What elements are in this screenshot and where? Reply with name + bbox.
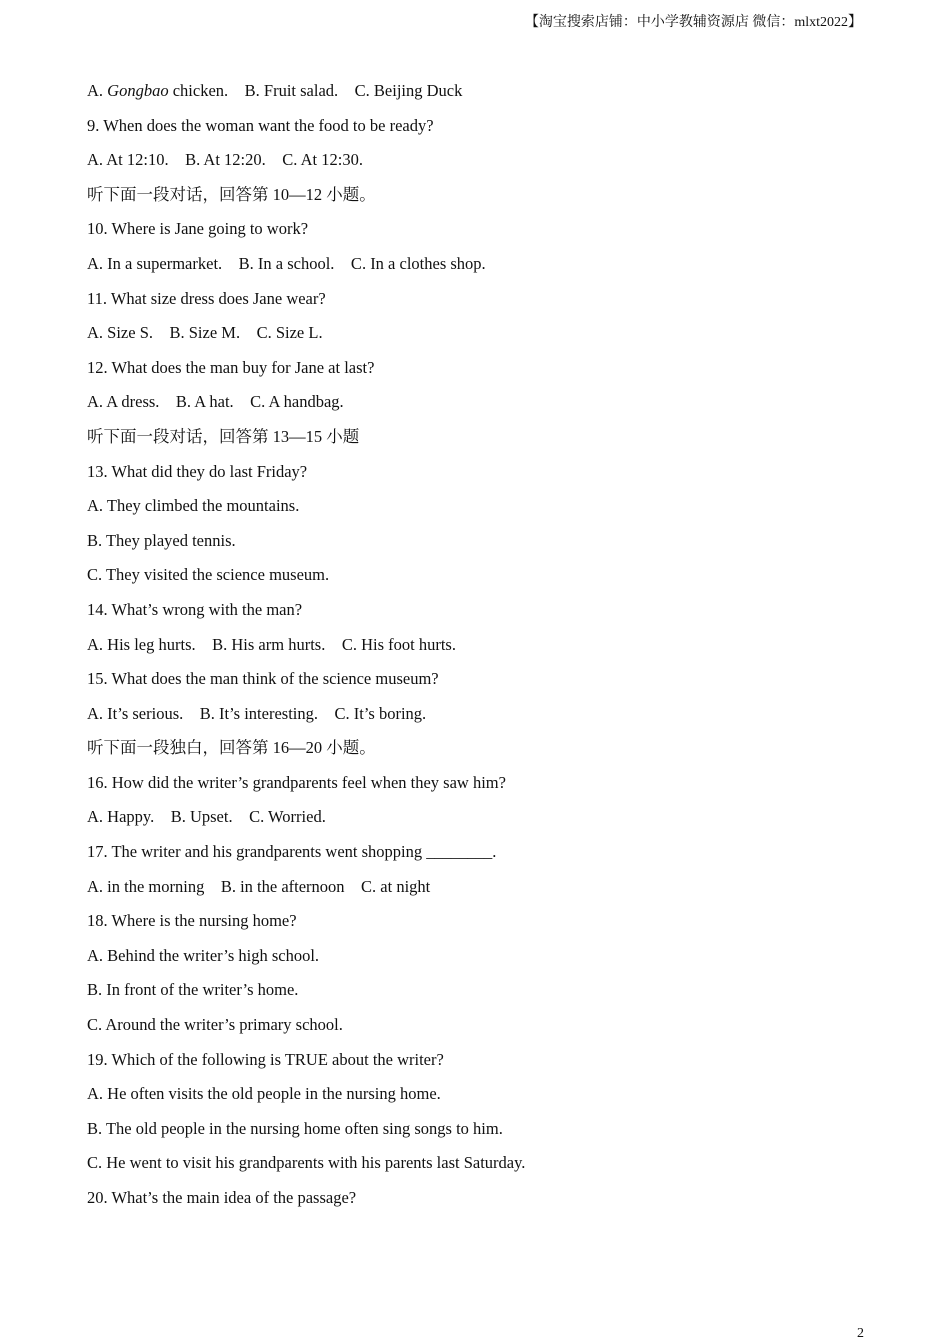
document-line: B. The old people in the nursing home often sing songs to him. (87, 1118, 503, 1138)
document-line: A. They climbed the mountains. (87, 496, 300, 516)
section-instruction: 听下面一段对话，回答第 13—15 小题 (87, 426, 360, 446)
option-suffix: chicken. B. Fruit salad. C. Beijing Duck (168, 81, 463, 100)
document-line: 13. What did they do last Friday? (87, 461, 308, 481)
document-line: A. At 12:10. B. At 12:20. C. At 12:30. (87, 150, 363, 170)
document-line: 9. When does the woman want the food to be ready? (87, 115, 434, 135)
document-line: 14. What’s wrong with the man? (87, 599, 303, 619)
document-line: 17. The writer and his grandparents went shopping ________. (87, 842, 497, 862)
question-8-options (87, 74, 877, 109)
document-line: A. in the morning B. in the afternoon C. at night (87, 876, 431, 896)
document-line: 20. What’s the main idea of the passage? (87, 1188, 357, 1207)
section-instruction: 听下面一段对话，回答第 10—12 小题。 (87, 184, 376, 204)
document-line: 16. How did the writer’s grandparents feel when they saw him? (87, 772, 506, 792)
document-line: 12. What does the man buy for Jane at last? (87, 357, 375, 377)
document-line: A. A dress. B. A hat. C. A handbag. (87, 392, 344, 412)
document-line: 10. Where is Jane going to work? (87, 219, 309, 239)
document-line: 18. Where is the nursing home? (87, 911, 297, 931)
document-line: C. He went to visit his grandparents with his parents last Saturday. (87, 1153, 526, 1173)
document-line: A. His leg hurts. B. His arm hurts. C. His foot hurts. (87, 634, 456, 654)
italic-dish-name: Gongbao (107, 81, 169, 100)
document-line: A. It’s serious. B. It’s interesting. C. It’s boring. (87, 703, 427, 723)
store-header: 【淘宝搜索店铺：中小学教辅资源店 微信：mlxt2022】 (524, 15, 862, 30)
document-line: 15. What does the man think of the science museum? (87, 669, 439, 689)
document-body (87, 74, 877, 1216)
option-prefix: A. (87, 81, 108, 100)
document-line: A. Size S. B. Size M. C. Size L. (87, 323, 323, 343)
document-line: A. In a supermarket. B. In a school. C. In a clothes shop. (87, 253, 486, 273)
document-line: 11. What size dress does Jane wear? (87, 288, 326, 308)
document-line: 19. Which of the following is TRUE about the writer? (87, 1049, 444, 1069)
document-line: A. He often visits the old people in the nursing home. (87, 1084, 441, 1104)
document-line: C. They visited the science museum. (87, 565, 330, 585)
section-instruction: 听下面一段独白，回答第 16—20 小题。 (87, 738, 376, 758)
document-line: A. Happy. B. Upset. C. Worried. (87, 807, 326, 827)
document-line: A. Behind the writer’s high school. (87, 945, 320, 965)
document-line: C. Around the writer’s primary school. (87, 1015, 343, 1035)
page-number: 2 (857, 1326, 864, 1341)
document-line: B. In front of the writer’s home. (87, 980, 299, 1000)
document-line: B. They played tennis. (87, 530, 236, 550)
